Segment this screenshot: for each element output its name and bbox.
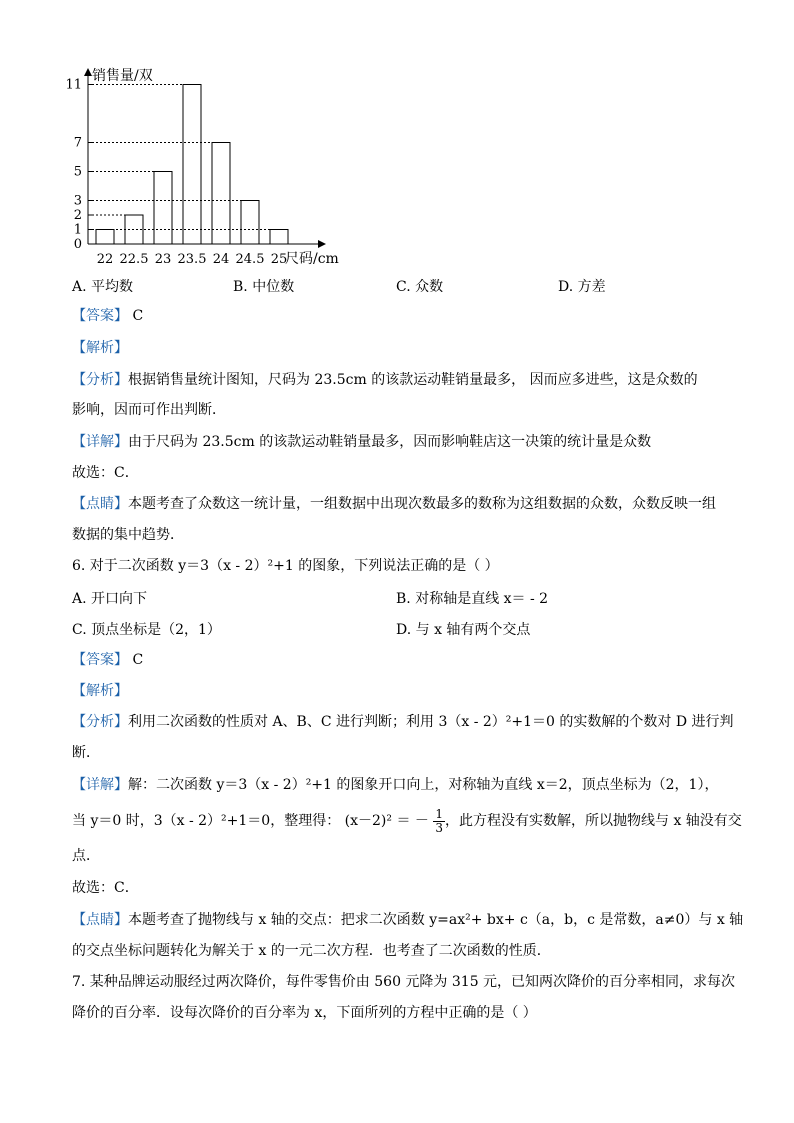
y-tick-label: 1: [73, 222, 82, 238]
y-tick-label: 11: [65, 77, 82, 93]
xiangjie-text: 由于尺码为 23.5cm 的该款运动鞋销量最多，因而影响鞋店这一决策的统计量是众数: [128, 434, 652, 450]
dianjing-tag: 【点睛】: [72, 912, 128, 928]
analysis-tag: 【解析】: [72, 340, 128, 356]
fraction: [433, 808, 445, 835]
x-axis-arrow: [318, 240, 326, 248]
dianjing-text: 本题考查了众数这一统计量，一组数据中出现次数最多的数称为这组数据的众数，众数反映一组: [128, 496, 716, 512]
q6-xiangjie-line1: [72, 775, 718, 795]
bar: [183, 85, 201, 245]
xiangjie-tag: 【详解】: [72, 434, 128, 450]
fenxi-tag: 【分析】: [72, 714, 128, 730]
analysis-tag: 【解析】: [72, 683, 128, 699]
x-tick-label: 24.5: [235, 252, 265, 267]
q6-dianjing-line1: [72, 910, 743, 930]
x-tick-label: 25: [270, 252, 288, 267]
fraction-numerator: 1: [435, 806, 444, 821]
q5-answer: [72, 306, 143, 326]
answer-value: C: [132, 308, 144, 324]
x-tick-label: 24: [212, 252, 230, 267]
q6-option-b: B. 对称轴是直线 x＝ - 2: [396, 591, 549, 607]
q5-option-d: D. 方差: [558, 279, 606, 295]
y-tick-label: 3: [73, 193, 82, 209]
xiangjie-text: 当 y＝0 时，3（x - 2）²+1＝0，整理得：: [72, 813, 341, 829]
q5-option-a: A. 平均数: [72, 279, 134, 295]
y-tick-label: 2: [73, 208, 82, 223]
bar: [96, 230, 114, 245]
xiangjie-text: 解：二次函数 y＝3（x - 2）²+1 的图象开口向上，对称轴为直线 x＝2，顶点坐标为（2，1），: [128, 777, 719, 793]
xiangjie-text: ，此方程没有实数解，所以抛物线与 x 轴没有交: [445, 813, 742, 829]
q5-fenxi-line2: 影响，因而可作出判断．: [72, 402, 226, 418]
q6-xiangjie-line3: 点．: [72, 848, 100, 864]
fraction-denominator: 3: [435, 820, 444, 835]
q5-dianjing-line2: 数据的集中趋势．: [72, 527, 184, 543]
q5-xiangjie: [72, 432, 651, 452]
q5-option-b: B. 中位数: [233, 279, 295, 295]
fenxi-tag: 【分析】: [72, 372, 128, 388]
q6-option-a: A. 开口向下: [72, 591, 148, 607]
q6-option-c: C. 顶点坐标是（2，1）: [72, 622, 221, 638]
bar: [270, 230, 288, 245]
equation: (x－2)² ＝ －: [344, 813, 429, 829]
answer-tag: 【答案】: [72, 308, 128, 324]
x-tick-label: 23: [154, 252, 172, 267]
q7-stem-line1: 7. 某种品牌运动服经过两次降价，每件零售价由 560 元降为 315 元，已知两次降价的百分率相同，求每次: [72, 974, 736, 990]
x-tick-label: 22.5: [119, 252, 149, 267]
x-tick-label: 22: [96, 252, 114, 267]
q6-analysis-tag: [72, 681, 128, 701]
q6-choose: 故选：C．: [72, 880, 139, 896]
q5-choose: 故选：C．: [72, 465, 139, 481]
q5-dianjing-line1: [72, 494, 716, 514]
q6-fenxi-line1: [72, 712, 734, 732]
bar: [241, 201, 259, 245]
fenxi-text: 利用二次函数的性质对 A、B、C 进行判断；利用 3（x - 2）²+1＝0 的实数解的个数对 D 进行判: [128, 714, 734, 730]
q5-option-c: C. 众数: [396, 279, 444, 295]
dianjing-text: 本题考查了抛物线与 x 轴的交点：把求二次函数 y=ax²+ bx+ c（a，b，c 是常数，a≠0）与 x 轴: [128, 912, 744, 928]
q6-answer: [72, 650, 143, 670]
q7-stem-line2: 降价的百分率．设每次降价的百分率为 x，下面所列的方程中正确的是（ ）: [72, 1005, 537, 1021]
q6-fenxi-line2: 断．: [72, 745, 100, 761]
y-tick-label: 7: [73, 135, 82, 151]
answer-value: C: [132, 652, 144, 668]
q6-stem: 6. 对于二次函数 y＝3（x - 2）²+1 的图象，下列说法正确的是（ ）: [72, 558, 499, 574]
y-axis-arrow: [84, 68, 92, 76]
q5-analysis-tag: [72, 338, 128, 358]
bar: [212, 143, 230, 245]
bar: [154, 172, 172, 245]
q5-fenxi-line1: [72, 370, 698, 390]
q6-xiangjie-line2: [72, 806, 742, 836]
y-tick-label: 0: [73, 237, 82, 252]
fenxi-text: 根据销售量统计图知，尺码为 23.5cm 的该款运动鞋销量最多， 因而应多进些，这是众数的: [128, 372, 698, 388]
answer-tag: 【答案】: [72, 652, 128, 668]
xiangjie-tag: 【详解】: [72, 777, 128, 793]
x-tick-label: 23.5: [177, 252, 207, 267]
y-axis-label: 销售量/双: [92, 68, 153, 84]
q6-dianjing-line2: 的交点坐标问题转化为解关于 x 的一元二次方程．也考查了二次函数的性质．: [72, 943, 551, 959]
q6-option-d: D. 与 x 轴有两个交点: [396, 622, 531, 638]
shoe-size-sales-chart: [60, 58, 380, 273]
x-axis-label: 尺码/cm: [285, 251, 339, 267]
dianjing-tag: 【点睛】: [72, 496, 128, 512]
y-tick-label: 5: [73, 164, 82, 180]
